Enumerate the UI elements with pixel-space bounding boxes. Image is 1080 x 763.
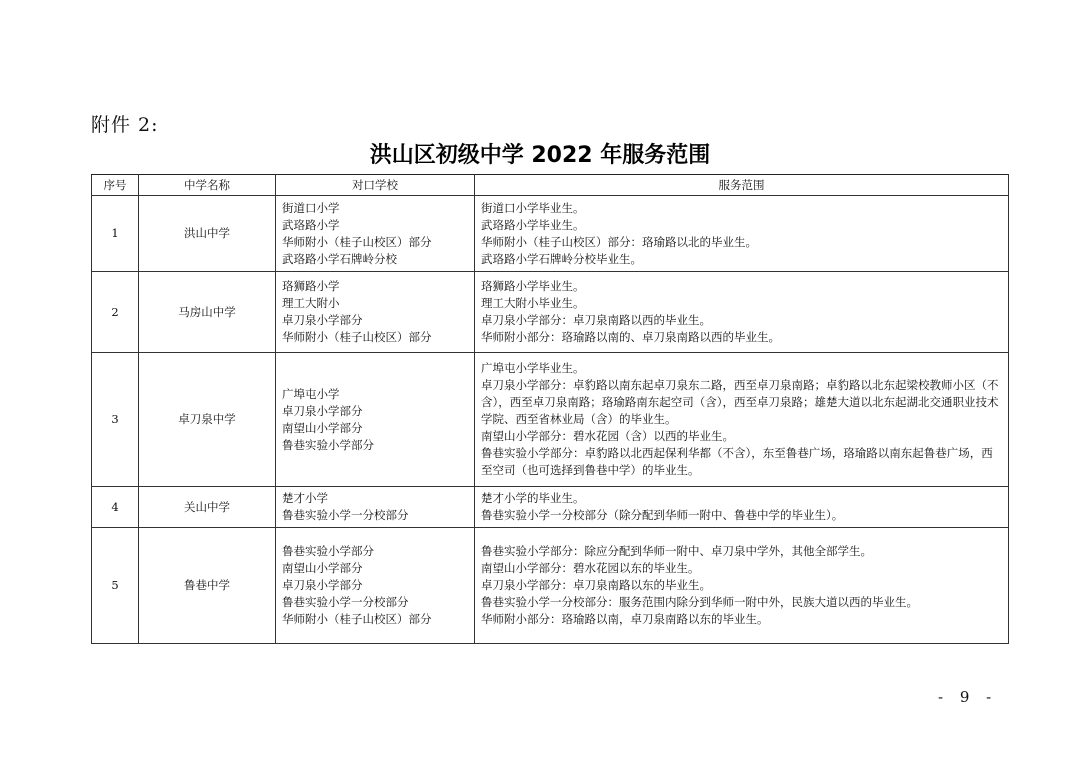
feeder-school: 珞狮路小学 (282, 279, 340, 293)
attachment-label: 附件 2: (91, 114, 159, 136)
service-range (475, 196, 1009, 272)
feeder-school: 理工大附小 (282, 296, 340, 310)
feeder-school: 华师附小（桂子山校区）部分 (282, 330, 432, 344)
row-number: 5 (92, 528, 139, 644)
school-name: 卓刀泉中学 (139, 353, 276, 487)
feeder-school: 鲁巷实验小学部分 (282, 437, 374, 452)
feeder-school: 广埠屯小学 (282, 386, 340, 401)
range-item: 理工大附小毕业生。 (481, 296, 585, 310)
row-number: 4 (92, 487, 139, 528)
feeder-school: 南望山小学部分 (282, 561, 363, 575)
row-number: 1 (92, 196, 139, 272)
range-item: 卓刀泉小学部分：卓豹路以南东起卓刀泉东二路，西至卓刀泉南路；卓豹路以北东起梁校教师小区（不含），西至卓刀泉南路；珞瑜路南东起空司（含），西至卓刀泉路；雄楚大道以北东起湖北交通职业技术学院、西至省林业局（含）的毕业生。 (481, 378, 999, 426)
feeder-school: 南望山小学部分 (282, 420, 363, 435)
feeder-school: 鲁巷实验小学部分 (282, 544, 374, 558)
range-item: 鲁巷实验小学一分校部分（除分配到华师一附中、鲁巷中学的毕业生）。 (481, 508, 844, 522)
page-number: - 9 - (938, 688, 998, 706)
feeder-school: 华师附小（桂子山校区）部分 (282, 612, 432, 626)
feeder-school: 鲁巷实验小学一分校部分 (282, 508, 409, 522)
table-row (92, 528, 1009, 644)
column-header-service-range: 服务范围 (475, 175, 1009, 196)
feeder-school: 卓刀泉小学部分 (282, 313, 363, 327)
range-item: 武珞路小学石牌岭分校毕业生。 (481, 251, 642, 266)
table-row (92, 487, 1009, 528)
table-header-row (92, 175, 1009, 196)
service-range (475, 353, 1009, 487)
service-range-table (91, 174, 1009, 644)
row-number: 2 (92, 272, 139, 353)
range-item: 南望山小学部分：碧水花园（含）以西的毕业生。 (481, 429, 734, 443)
range-item: 楚才小学的毕业生。 (481, 491, 585, 505)
school-name: 关山中学 (139, 487, 276, 528)
feeder-school: 武珞路小学石牌岭分校 (282, 251, 397, 266)
range-item: 南望山小学部分：碧水花园以东的毕业生。 (481, 561, 700, 575)
column-header-feeder-schools: 对口学校 (276, 175, 475, 196)
feeder-schools (276, 272, 475, 353)
service-range (475, 528, 1009, 644)
school-name: 马房山中学 (139, 272, 276, 353)
table-row (92, 353, 1009, 487)
feeder-schools (276, 353, 475, 487)
column-header-number: 序号 (92, 175, 139, 196)
table-row (92, 196, 1009, 272)
range-item: 鲁巷实验小学一分校部分：服务范围内除分到华师一附中外，民族大道以西的毕业生。 (481, 595, 918, 609)
feeder-schools (276, 528, 475, 644)
range-item: 卓刀泉小学部分：卓刀泉南路以西的毕业生。 (481, 313, 711, 327)
feeder-schools (276, 487, 475, 528)
feeder-school: 楚才小学 (282, 491, 328, 505)
range-item: 华师附小（桂子山校区）部分：珞瑜路以北的毕业生。 (481, 234, 757, 249)
page-title: 洪山区初级中学 2022 年服务范围 (369, 143, 711, 168)
feeder-school: 鲁巷实验小学一分校部分 (282, 595, 409, 609)
feeder-school: 卓刀泉小学部分 (282, 403, 363, 418)
range-item: 武珞路小学毕业生。 (481, 217, 585, 232)
range-item: 鲁巷实验小学部分：卓豹路以北西起保利华都（不含），东至鲁巷广场，珞瑜路以南东起鲁巷广场，西至空司（也可选择到鲁巷中学）的毕业生。 (481, 446, 993, 477)
column-header-school-name: 中学名称 (139, 175, 276, 196)
feeder-school: 华师附小（桂子山校区）部分 (282, 234, 432, 249)
range-item: 街道口小学毕业生。 (481, 200, 585, 215)
feeder-schools (276, 196, 475, 272)
school-name: 洪山中学 (139, 196, 276, 272)
feeder-school: 街道口小学 (282, 200, 340, 215)
range-item: 鲁巷实验小学部分：除应分配到华师一附中、卓刀泉中学外，其他全部学生。 (481, 544, 872, 558)
feeder-school: 武珞路小学 (282, 217, 340, 232)
range-item: 华师附小部分：珞瑜路以南的、卓刀泉南路以西的毕业生。 (481, 330, 780, 344)
feeder-school: 卓刀泉小学部分 (282, 578, 363, 592)
range-item: 广埠屯小学毕业生。 (481, 361, 585, 375)
row-number: 3 (92, 353, 139, 487)
service-range (475, 487, 1009, 528)
table-row (92, 272, 1009, 353)
range-item: 珞狮路小学毕业生。 (481, 279, 585, 293)
range-item: 卓刀泉小学部分：卓刀泉南路以东的毕业生。 (481, 578, 711, 592)
range-item: 华师附小部分：珞瑜路以南，卓刀泉南路以东的毕业生。 (481, 612, 769, 626)
school-name: 鲁巷中学 (139, 528, 276, 644)
service-range (475, 272, 1009, 353)
